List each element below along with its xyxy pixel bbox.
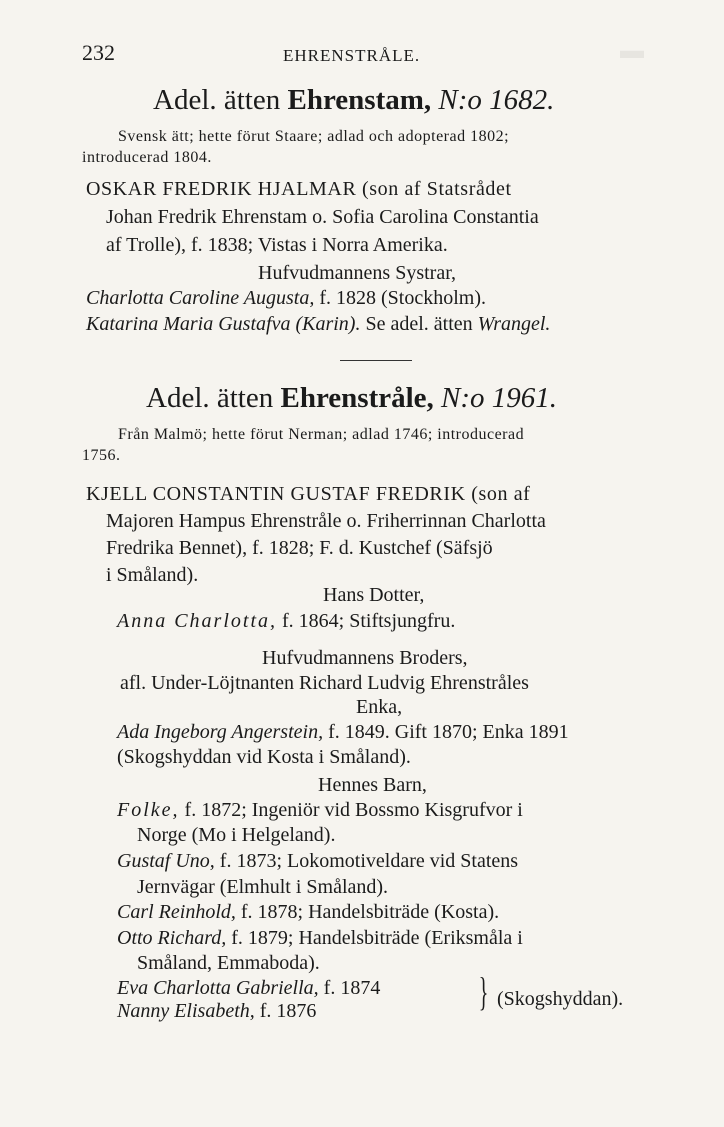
section-divider [340, 360, 412, 361]
sisters-heading: Hufvudmannens Systrar, [258, 262, 457, 284]
page-number: 232 [82, 40, 115, 65]
person-detail: f. 1873; Lokomotiveldare vid Statens [219, 850, 519, 872]
person-name: Katarina Maria Gustafva (Karin). [86, 313, 361, 335]
children-heading: Hennes Barn, [318, 774, 427, 796]
running-title: EHRENSTRÅLE. [283, 46, 421, 65]
person-name: Ada Ingeborg Angerstein, [117, 721, 324, 743]
widow-residence: (Skogshyddan vid Kosta i Småland). [117, 746, 411, 768]
brother-line: afl. Under-Löjtnanten Richard Ludvig Ehrenstråles [120, 672, 529, 694]
child-entry [117, 797, 523, 823]
title-prefix: Adel. ätten [146, 382, 274, 414]
child-entry [117, 899, 499, 925]
brother-heading: Hufvudmannens Broders, [262, 647, 468, 669]
child-entry [117, 925, 523, 951]
family-intro-line: Svensk ätt; hette förut Staare; adlad och adopterad 1802; [118, 128, 510, 145]
person-detail: f. 1828 (Stockholm). [319, 287, 487, 309]
person-detail: f. 1878; Handelsbiträde (Kosta). [240, 901, 500, 923]
person-name: Eva Charlotta Gabriella, [117, 977, 319, 999]
child-entry [117, 998, 316, 1024]
head-entry-line: i Småland). [106, 564, 199, 586]
person-detail: f. 1872; Ingeniör vid Bossmo Kisgrufvor i [184, 799, 523, 821]
person-detail: Se adel. ätten [365, 313, 473, 335]
person-detail: f. 1864; Stiftsjungfru. [282, 610, 456, 632]
section-title-ehrenstam [153, 82, 554, 118]
person-name: Otto Richard, [117, 927, 227, 949]
person-name: Gustaf Uno, [117, 850, 215, 872]
widow-heading: Enka, [356, 696, 403, 718]
family-name: Ehrenstråle, [280, 382, 434, 414]
person-detail: f. 1876 [259, 1000, 317, 1022]
head-entry-line: KJELL CONSTANTIN GUSTAF FREDRIK (son af [86, 483, 531, 505]
shared-residence: (Skogshyddan). [497, 988, 624, 1010]
person-detail: f. 1874 [323, 977, 381, 999]
bleed-through-mark: ▬ [620, 38, 644, 64]
family-name: Ehrenstam, [287, 84, 432, 116]
section-title-ehrenstrale [146, 380, 557, 416]
head-entry-line: Fredrika Bennet), f. 1828; F. d. Kustchef (Säfsjö [106, 537, 493, 559]
child-entry-cont: Småland, Emmaboda). [137, 952, 320, 974]
cross-reference: Wrangel. [477, 313, 551, 335]
daughter-entry [117, 608, 455, 634]
family-intro-line: introducerad 1804. [82, 149, 212, 166]
person-name: Carl Reinhold, [117, 901, 236, 923]
head-entry-line: OSKAR FREDRIK HJALMAR (son af Statsrådet [86, 178, 512, 200]
sister-entry [86, 285, 486, 311]
person-detail: f. 1879; Handelsbiträde (Eriksmåla i [231, 927, 523, 949]
person-name: Nanny Elisabeth, [117, 1000, 255, 1022]
family-intro-line: 1756. [82, 447, 121, 464]
head-entry-line: Majoren Hampus Ehrenstråle o. Friherrinnan Charlotta [106, 510, 546, 532]
person-name: Charlotta Caroline Augusta, [86, 287, 315, 309]
head-entry-line: af Trolle), f. 1838; Vistas i Norra Amerika. [106, 234, 448, 256]
family-intro-line: Från Malmö; hette förut Nerman; adlad 1746; introducerad [118, 426, 525, 443]
child-entry-cont: Norge (Mo i Helgeland). [137, 824, 336, 846]
person-name: Folke, [117, 799, 180, 821]
title-prefix: Adel. ätten [153, 84, 281, 116]
brace-symbol: } [478, 969, 489, 1014]
register-number: N:o 1961. [441, 382, 558, 414]
child-entry-cont: Jernvägar (Elmhult i Småland). [137, 876, 389, 898]
head-entry-line: Johan Fredrik Ehrenstam o. Sofia Carolina Constantia [106, 206, 539, 228]
person-name: Anna Charlotta, [117, 610, 278, 632]
sister-entry [86, 311, 550, 337]
child-entry [117, 848, 518, 874]
register-number: N:o 1682. [438, 84, 555, 116]
person-detail: f. 1849. Gift 1870; Enka 1891 [328, 721, 569, 743]
widow-entry [117, 719, 569, 745]
daughter-heading: Hans Dotter, [323, 584, 425, 606]
